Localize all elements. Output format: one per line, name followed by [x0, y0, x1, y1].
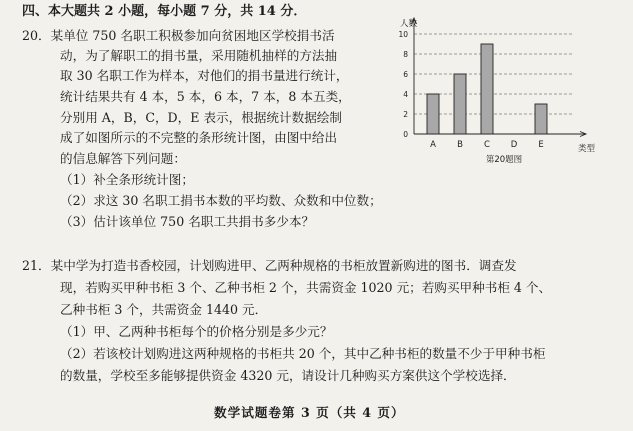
- section-header: 四、本大题共 2 小题，每小题 7 分，共 14 分．: [22, 4, 307, 19]
- x-tick-label-C: C: [484, 140, 490, 150]
- q20-line-2: 动，为了解职工的捐书量，采用随机抽样的方法抽: [60, 48, 338, 63]
- x-tick-label-D: D: [510, 140, 518, 150]
- x-axis-label: 类型: [578, 144, 596, 154]
- x-tick-label-A: A: [430, 140, 436, 150]
- q21-line-3: 乙种书柜 3 个，共需资金 1440 元．: [60, 302, 268, 317]
- q20-line-6: 成了如图所示的不完整的条形统计图，由图中给出: [60, 130, 338, 145]
- y-tick-label-4: 4: [403, 90, 408, 99]
- page-footer: 数学试题卷第 3 页（共 4 页）: [214, 405, 405, 420]
- q21-part-2: （2）若该校计划购进这两种规格的书柜共 20 个，其中乙种书柜的数量不少于甲种书柜: [60, 346, 546, 361]
- q21-line-2: 现，若购买甲种书柜 3 个、乙种书柜 2 个，共需资金 1020 元；若购买甲种书柜 4 个、: [60, 280, 552, 295]
- y-tick-label-6: 6: [403, 70, 408, 79]
- bar-A: [427, 94, 439, 134]
- bar-chart: [392, 12, 617, 184]
- q20-line-7: 的信息解答下列问题：: [60, 151, 186, 166]
- q20-part-1: （1）补全条形统计图；: [60, 172, 194, 187]
- x-tick-label-B: B: [457, 140, 463, 150]
- q20-line-4: 统计结果共有 4 本，5 本，6 本，7 本，8 本五类，: [60, 89, 351, 104]
- bar-E: [535, 104, 547, 134]
- q20-line-3: 取 30 名职工作为样本，对他们的捐书量进行统计，: [60, 68, 349, 83]
- q20-line-1: 20．某单位 750 名职工积极参加向贫困地区学校捐书活: [22, 28, 335, 43]
- q20-line-5: 分别用 A，B，C，D，E 表示，根据统计数据绘制: [60, 110, 342, 125]
- q21-line-1: 21．某中学为打造书香校园，计划购进甲、乙两种规格的书柜放置新购进的图书．调查发: [22, 258, 517, 273]
- x-tick-label-E: E: [538, 140, 544, 150]
- q20-part-2: （2）求这 30 名职工捐书本数的平均数、众数和中位数；: [60, 193, 382, 208]
- y-tick-label-8: 8: [403, 50, 408, 59]
- q21-part-1: （1）甲、乙两种书柜每个的价格分别是多少元？: [60, 324, 333, 339]
- bar-C: [481, 44, 493, 134]
- q21-part-2-cont: 的数量，学校至多能够提供资金 4320 元，请设计几种购买方案供这个学校选择．: [60, 368, 516, 383]
- chart-caption: 第20题图: [485, 155, 523, 165]
- y-tick-label-10: 10: [398, 30, 408, 39]
- y-tick-label-2: 2: [403, 110, 408, 119]
- y-tick-label-0: 0: [403, 130, 408, 139]
- bar-B: [454, 74, 466, 134]
- y-axis-label: 人数: [400, 19, 418, 29]
- q20-part-3: （3）估计该单位 750 名职工共捐书多少本？: [60, 214, 315, 229]
